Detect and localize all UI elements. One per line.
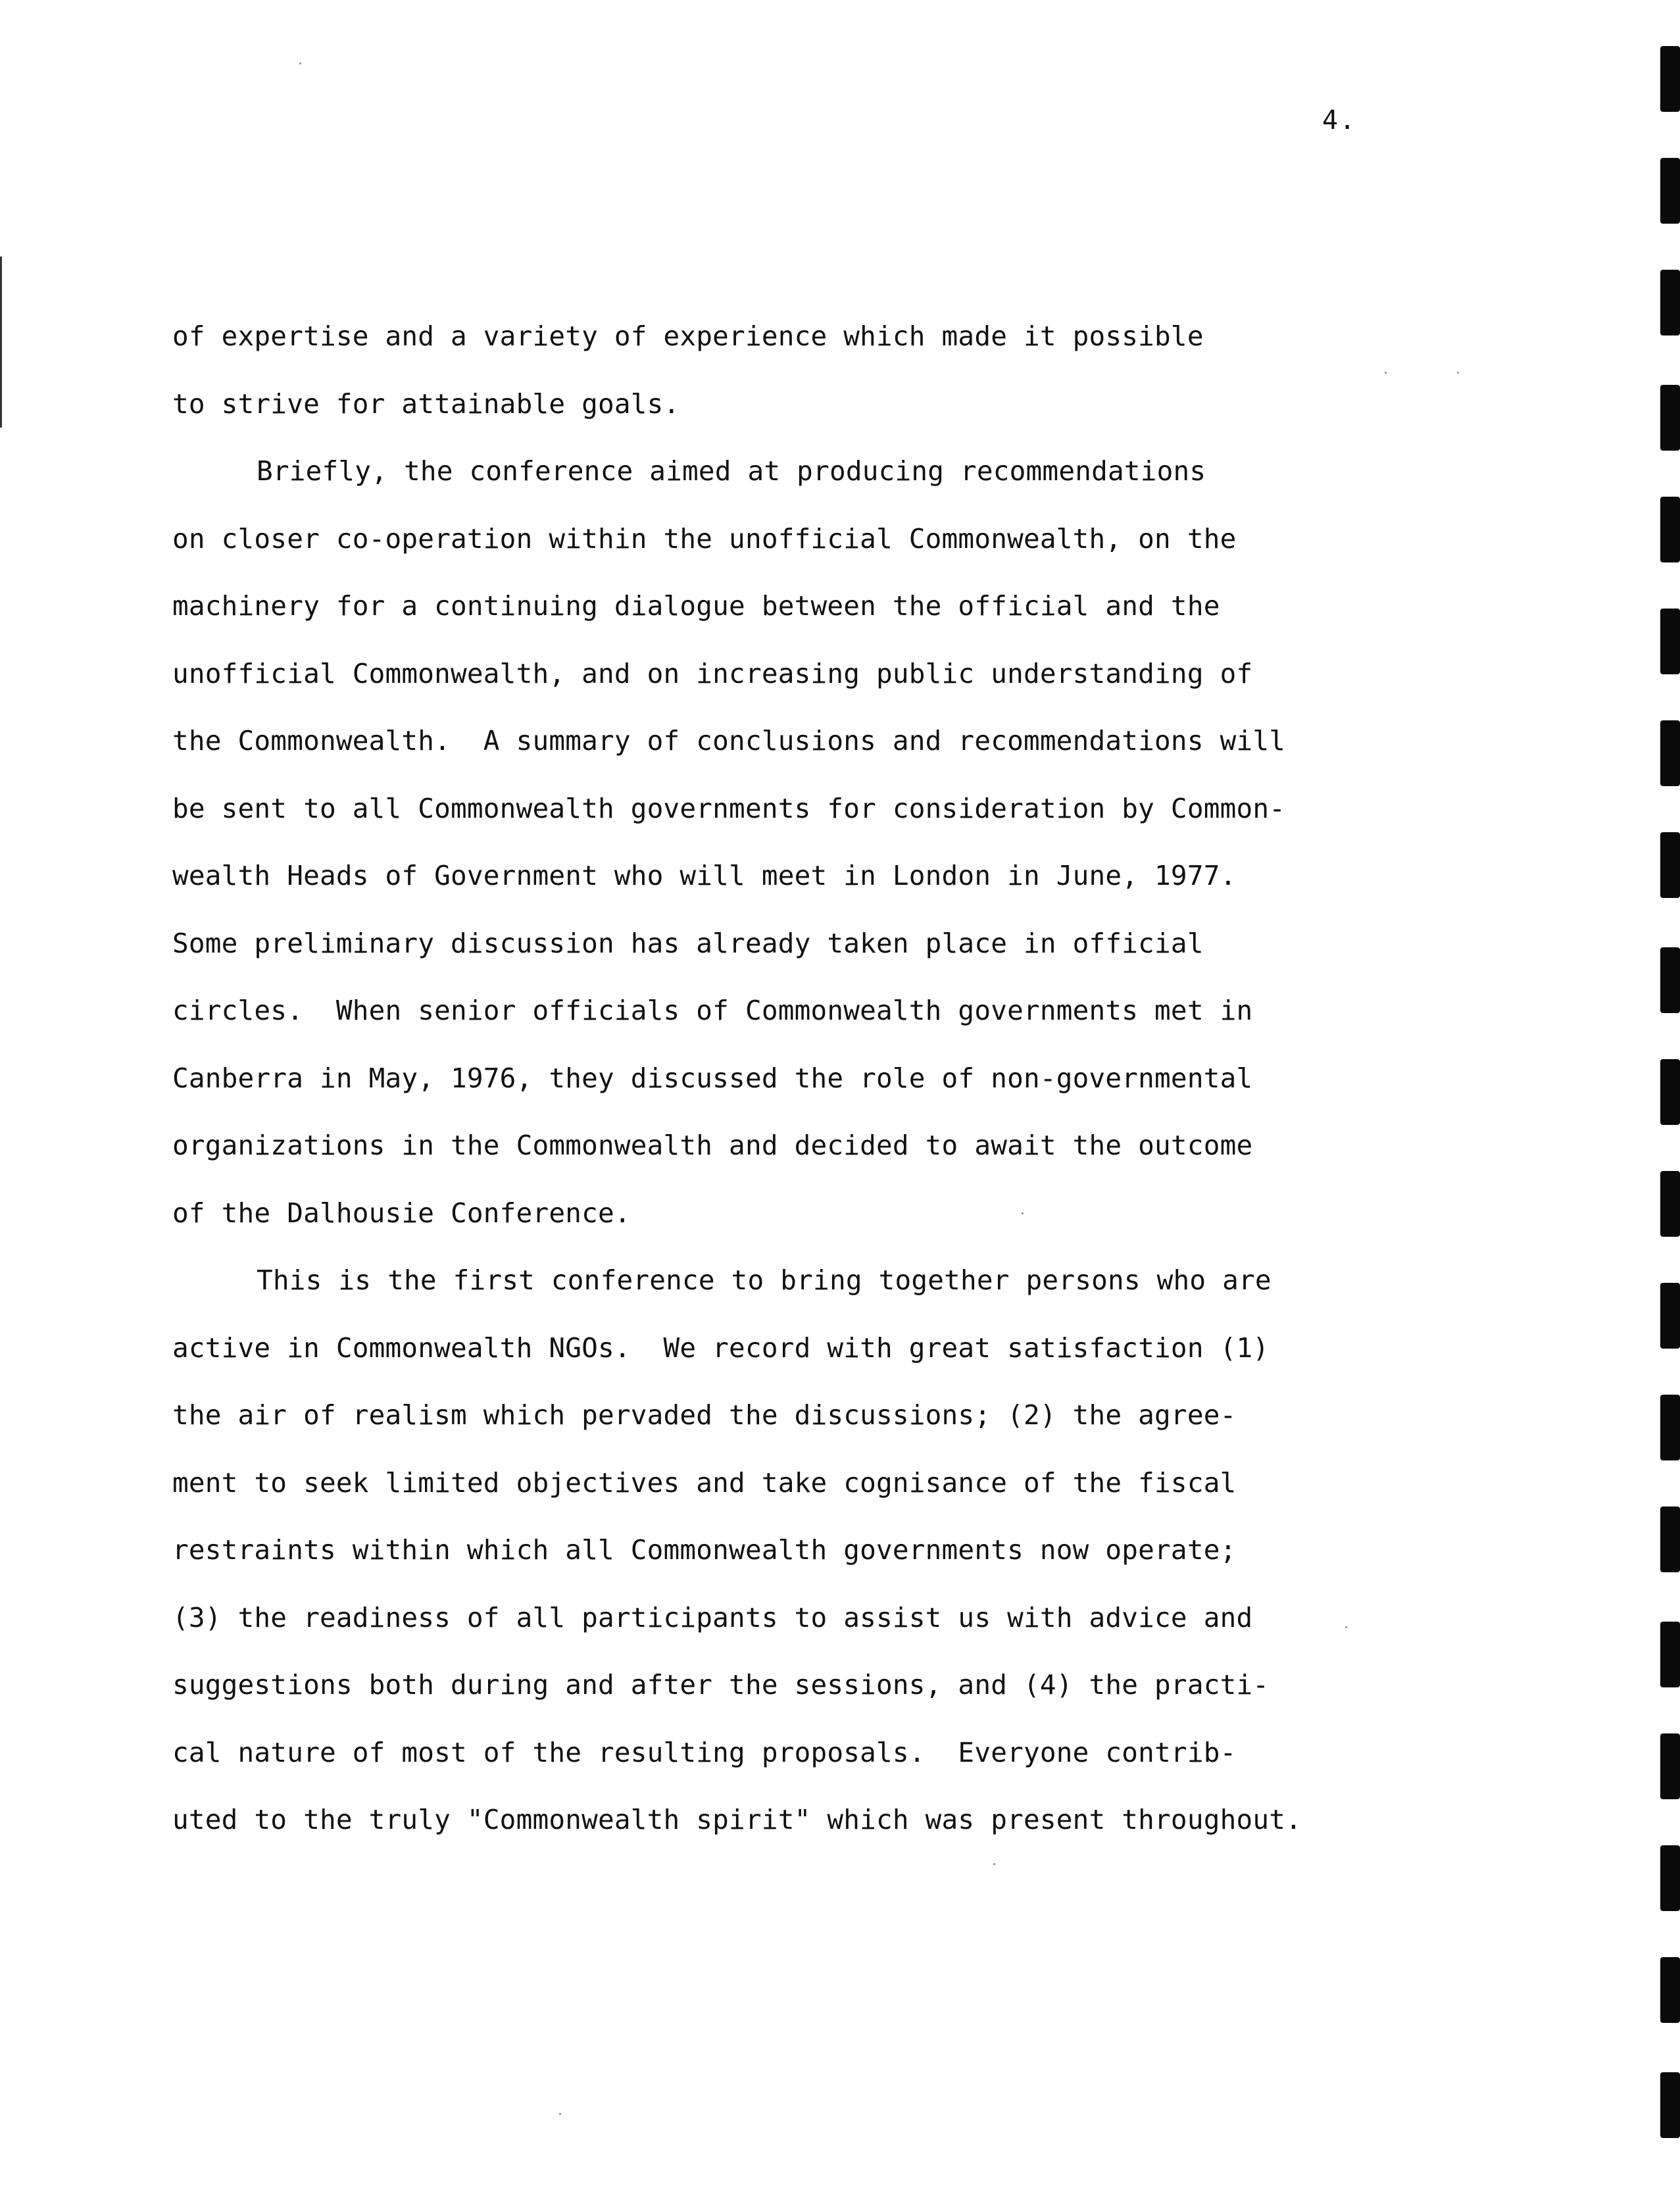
text-line: Briefly, the conference aimed at producing recommendations: [257, 455, 1206, 487]
text-line: Some preliminary discussion has already taken place in official: [172, 927, 1204, 959]
scan-speck: [1385, 372, 1387, 374]
text-line: be sent to all Commonwealth governments for consideration by Common-: [172, 792, 1286, 824]
text-line: wealth Heads of Government who will meet in London in June, 1977.: [172, 860, 1237, 891]
scan-mark: [1660, 1622, 1680, 1687]
text-line: suggestions both during and after the sessions, and (4) the practi-: [172, 1669, 1270, 1701]
scan-speck: [299, 62, 301, 64]
text-line: of expertise and a variety of experience which made it possible: [172, 320, 1204, 352]
text-line: (3) the readiness of all participants to assist us with advice and: [172, 1601, 1253, 1633]
text-line: ment to seek limited objectives and take cognisance of the fiscal: [172, 1466, 1237, 1499]
body-text: [172, 303, 1343, 1854]
scan-edge-marks: [1641, 0, 1680, 2190]
text-line: the air of realism which pervaded the discussions; (2) the agree-: [172, 1399, 1237, 1431]
scan-mark: [1660, 1059, 1680, 1125]
scan-mark: [1660, 1506, 1680, 1572]
text-line: active in Commonwealth NGOs. We record with great satisfaction (1): [172, 1331, 1270, 1364]
scan-speck: [993, 1863, 995, 1865]
text-line: Canberra in May, 1976, they discussed the role of non-governmental: [172, 1062, 1253, 1094]
scan-mark: [1660, 832, 1680, 898]
page-number: 4.: [1322, 105, 1357, 136]
scan-edge-line: [0, 257, 2, 428]
text-line: restraints within which all Commonwealth governments now operate;: [172, 1534, 1237, 1566]
text-line: This is the first conference to bring together persons who are: [257, 1264, 1272, 1296]
scan-mark: [1660, 270, 1680, 336]
scan-mark: [1660, 609, 1680, 674]
text-line: circles. When senior officials of Commonwealth governments met in: [172, 995, 1253, 1026]
scan-speck: [1022, 1212, 1024, 1214]
text-line: machinery for a continuing dialogue between the official and the: [172, 590, 1220, 622]
scan-mark: [1660, 497, 1680, 562]
scan-speck: [559, 2113, 561, 2115]
scan-mark: [1660, 158, 1680, 224]
scan-mark: [1660, 1171, 1680, 1237]
scan-speck: [1345, 1626, 1347, 1628]
text-line: uted to the truly "Commonwealth spirit" which was present throughout.: [172, 1804, 1302, 1835]
scan-mark: [1660, 2072, 1680, 2138]
scan-mark: [1660, 1733, 1680, 1799]
scan-mark: [1660, 1845, 1680, 1911]
text-line: organizations in the Commonwealth and decided to await the outcome: [172, 1130, 1253, 1161]
scan-mark: [1660, 947, 1680, 1013]
text-line: cal nature of most of the resulting proposals. Everyone contrib-: [172, 1736, 1237, 1768]
text-line: the Commonwealth. A summary of conclusions and recommendations will: [172, 725, 1286, 757]
text-line: of the Dalhousie Conference.: [172, 1197, 631, 1229]
text-line: to strive for attainable goals.: [172, 387, 680, 420]
scan-mark: [1660, 720, 1680, 786]
scan-mark: [1660, 1283, 1680, 1349]
scan-mark: [1660, 1395, 1680, 1460]
text-line: on closer co-operation within the unofficial Commonwealth, on the: [172, 522, 1237, 555]
text-line: unofficial Commonwealth, and on increasing public understanding of: [172, 657, 1253, 689]
scan-mark: [1660, 46, 1680, 112]
scan-mark: [1660, 385, 1680, 451]
scan-mark: [1660, 1957, 1680, 2023]
scan-speck: [1457, 372, 1459, 374]
